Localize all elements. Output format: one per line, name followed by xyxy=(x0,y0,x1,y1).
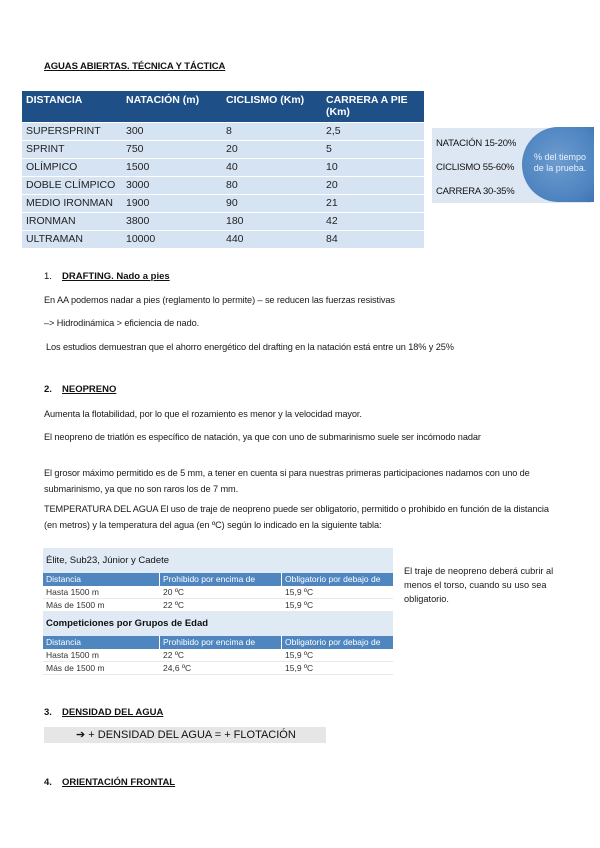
section-heading-densidad xyxy=(44,707,163,718)
distance-table-header xyxy=(22,91,424,122)
header-cell: NATACIÓN (m) xyxy=(122,91,222,122)
table-row xyxy=(43,649,393,662)
cell: 750 xyxy=(122,140,222,158)
section-title: NEOPRENO xyxy=(62,384,117,395)
paragraph: Los estudios demuestran que el ahorro energético del drafting en la natación está entre un 18% y 25% xyxy=(46,342,454,352)
cell: 180 xyxy=(222,212,322,230)
cell: 90 xyxy=(222,194,322,212)
page-title: AGUAS ABIERTAS. TÉCNICA Y TÁCTICA xyxy=(44,61,226,72)
cell: 20 ºC xyxy=(159,586,281,598)
percent-natacion: NATACIÓN 15-20% xyxy=(436,138,517,149)
header-cell: CICLISMO (Km) xyxy=(222,91,322,122)
section-number: 1. xyxy=(44,271,52,282)
cell: 2,5 xyxy=(322,122,424,140)
header-cell: Distancia xyxy=(46,637,81,647)
table-row xyxy=(22,230,424,248)
paragraph: El neopreno de triatlón es específico de natación, ya que con uno de submarinismo suele ser incómodo nadar xyxy=(44,432,481,442)
paragraph: Aumenta la flotabilidad, por lo que el rozamiento es menor y la velocidad mayor. xyxy=(44,409,362,419)
cell: 21 xyxy=(322,194,424,212)
cell: 24,6 ºC xyxy=(159,662,281,674)
paragraph: El grosor máximo permitido es de 5 mm, a tener en cuenta si para nuestras primeras participaciones nadamos con uno de submarinismo, ya que no son raros los de 7 mm. xyxy=(44,468,530,494)
cell: OLÍMPICO xyxy=(22,158,122,176)
section-number: 2. xyxy=(44,384,52,395)
section-number: 4. xyxy=(44,777,52,788)
cell: 3000 xyxy=(122,176,222,194)
group-title: Competiciones por Grupos de Edad xyxy=(46,618,209,629)
header-cell: Distancia xyxy=(46,574,81,584)
cell: 440 xyxy=(222,230,322,248)
cell: Más de 1500 m xyxy=(46,663,105,673)
section-heading-drafting xyxy=(44,271,170,282)
cell: Hasta 1500 m xyxy=(46,587,99,597)
distance-table xyxy=(22,91,424,248)
section-heading-orientacion xyxy=(44,777,175,788)
cell: 300 xyxy=(122,122,222,140)
section-title: DENSIDAD DEL AGUA xyxy=(62,707,164,718)
header-cell: Prohibido por encima de xyxy=(159,573,281,586)
paragraph: –> Hidrodinámica > eficiencia de nado. xyxy=(44,318,200,328)
table-header-row xyxy=(43,636,393,649)
cell: 15,9 ºC xyxy=(281,586,393,598)
header-cell: Obligatorio por debajo de xyxy=(281,573,393,586)
cell: IRONMAN xyxy=(22,212,122,230)
table-row xyxy=(43,599,393,612)
cell: 20 xyxy=(222,140,322,158)
table-row xyxy=(22,122,424,140)
table-row xyxy=(22,194,424,212)
group-title: Élite, Sub23, Júnior y Cadete xyxy=(46,555,170,566)
cell: 20 xyxy=(322,176,424,194)
header-cell: CARRERA A PIE (Km) xyxy=(322,91,424,122)
paragraph: TEMPERATURA DEL AGUA El uso de traje de neopreno puede ser obligatorio, permitido o prohibido en función de la distancia (en metros) y la temperatura del agua (en ºC) según lo indicado en la siguiente tabla: xyxy=(44,504,549,530)
cell: 40 xyxy=(222,158,322,176)
neoprene-table xyxy=(43,548,393,675)
cell: ULTRAMAN xyxy=(22,230,122,248)
table-row xyxy=(22,158,424,176)
cell: 10000 xyxy=(122,230,222,248)
cell: 15,9 ºC xyxy=(281,599,393,611)
percent-carrera: CARRERA 30-35% xyxy=(436,186,515,197)
cell: 1900 xyxy=(122,194,222,212)
header-cell: DISTANCIA xyxy=(22,91,122,122)
cell: 15,9 ºC xyxy=(281,649,393,661)
header-cell: Obligatorio por debajo de xyxy=(281,636,393,649)
cell: 84 xyxy=(322,230,424,248)
cell: 5 xyxy=(322,140,424,158)
neoprene-note: El traje de neopreno deberá cubrir al menos el torso, cuando su uso sea obligatorio. xyxy=(404,566,554,604)
cell: 42 xyxy=(322,212,424,230)
table-header-row xyxy=(43,573,393,586)
cell: SPRINT xyxy=(22,140,122,158)
section-heading-neopreno xyxy=(44,384,116,395)
cell: 15,9 ºC xyxy=(281,662,393,674)
density-callout: ➔ + DENSIDAD DEL AGUA = + FLOTACIÓN xyxy=(44,727,326,743)
circle-caption: % del tiempo de la prueba. xyxy=(533,152,587,173)
table-row xyxy=(43,586,393,599)
paragraph: En AA podemos nadar a pies (reglamento lo permite) – se reducen las fuerzas resistivas xyxy=(44,295,395,305)
header-cell: Prohibido por encima de xyxy=(159,636,281,649)
cell: 10 xyxy=(322,158,424,176)
cell: 8 xyxy=(222,122,322,140)
cell: 22 ºC xyxy=(159,649,281,661)
cell: Más de 1500 m xyxy=(46,600,105,610)
cell: Hasta 1500 m xyxy=(46,650,99,660)
section-title: DRAFTING. Nado a pies xyxy=(62,271,170,282)
table-row xyxy=(22,140,424,158)
percent-ciclismo: CICLISMO 55-60% xyxy=(436,162,515,173)
cell: DOBLE CLÍMPICO xyxy=(22,176,122,194)
cell: 3800 xyxy=(122,212,222,230)
cell: MEDIO IRONMAN xyxy=(22,194,122,212)
table-row xyxy=(22,176,424,194)
section-title: ORIENTACIÓN FRONTAL xyxy=(62,777,176,788)
cell: SUPERSPRINT xyxy=(22,122,122,140)
table-row xyxy=(22,212,424,230)
cell: 22 ºC xyxy=(159,599,281,611)
cell: 1500 xyxy=(122,158,222,176)
section-number: 3. xyxy=(44,707,52,718)
table-row xyxy=(43,662,393,675)
cell: 80 xyxy=(222,176,322,194)
